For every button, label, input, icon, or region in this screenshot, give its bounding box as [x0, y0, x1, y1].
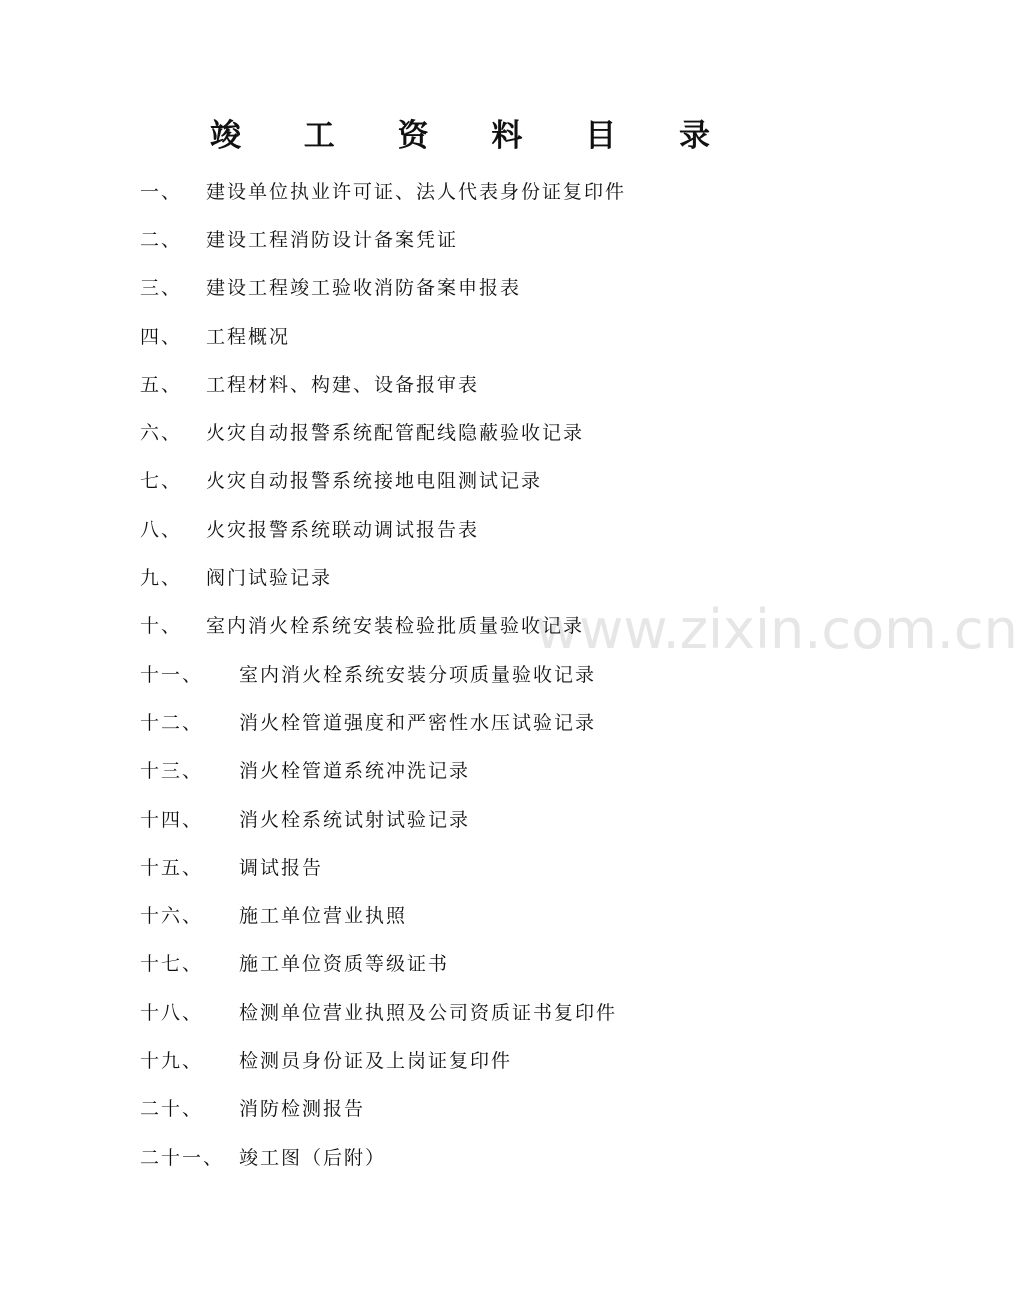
item-text: 建设工程竣工验收消防备案申报表: [206, 277, 522, 300]
item-number: 十七、: [140, 953, 204, 976]
item-text: 施工单位资质等级证书: [239, 953, 450, 976]
item-number: 十九、: [140, 1049, 204, 1072]
list-item: [140, 407, 780, 455]
item-text: 竣工图（后附）: [239, 1146, 387, 1169]
item-text: 室内消火栓系统安装检验批质量验收记录: [206, 615, 585, 638]
list-item: [140, 359, 780, 407]
item-text: 建设工程消防设计备案凭证: [206, 228, 459, 251]
table-of-contents: [140, 166, 780, 1180]
list-item: [140, 263, 780, 311]
list-item: [140, 746, 780, 794]
list-item: [140, 601, 780, 649]
list-item: [140, 649, 780, 697]
item-number: 五、: [140, 373, 183, 396]
item-text: 火灾自动报警系统配管配线隐蔽验收记录: [206, 422, 585, 445]
list-item: [140, 166, 780, 214]
item-number: 十六、: [140, 905, 204, 928]
item-text: 消防检测报告: [239, 1098, 366, 1121]
list-item: [140, 504, 780, 552]
item-text: 火灾自动报警系统接地电阻测试记录: [206, 470, 543, 493]
item-text: 调试报告: [239, 856, 324, 879]
item-number: 七、: [140, 470, 183, 493]
list-item: [140, 1132, 780, 1180]
item-number: 十四、: [140, 808, 204, 831]
list-item: [140, 311, 780, 359]
list-item: [140, 939, 780, 987]
list-item: [140, 456, 780, 504]
item-text: 施工单位营业执照: [239, 905, 408, 928]
item-text: 消火栓管道强度和严密性水压试验记录: [239, 711, 597, 734]
item-number: 九、: [140, 567, 183, 590]
item-text: 阀门试验记录: [206, 567, 333, 590]
item-number: 二十一、: [140, 1146, 225, 1169]
watermark: www.zixin.com.cn: [535, 598, 1018, 661]
item-text: 检测单位营业执照及公司资质证书复印件: [239, 1001, 618, 1024]
item-text: 工程概况: [206, 325, 291, 348]
item-number: 十三、: [140, 760, 204, 783]
item-number: 三、: [140, 277, 183, 300]
page-title: 竣 工 资 料 目 录: [210, 118, 736, 154]
item-number: 十、: [140, 615, 183, 638]
item-text: 工程材料、构建、设备报审表: [206, 373, 480, 396]
item-number: 四、: [140, 325, 183, 348]
item-number: 十一、: [140, 663, 204, 686]
list-item: [140, 552, 780, 600]
list-item: [140, 697, 780, 745]
list-item: [140, 1035, 780, 1083]
list-item: [140, 794, 780, 842]
item-number: 八、: [140, 518, 183, 541]
item-number: 十八、: [140, 1001, 204, 1024]
item-number: 六、: [140, 422, 183, 445]
item-text: 室内消火栓系统安装分项质量验收记录: [239, 663, 597, 686]
item-number: 一、: [140, 180, 183, 203]
item-number: 十二、: [140, 711, 204, 734]
item-number: 十五、: [140, 856, 204, 879]
item-text: 火灾报警系统联动调试报告表: [206, 518, 480, 541]
item-text: 消火栓管道系统冲洗记录: [239, 760, 471, 783]
list-item: [140, 987, 780, 1035]
list-item: [140, 214, 780, 262]
item-text: 建设单位执业许可证、法人代表身份证复印件: [206, 180, 627, 203]
list-item: [140, 842, 780, 890]
item-number: 二、: [140, 228, 183, 251]
list-item: [140, 1084, 780, 1132]
list-item: [140, 890, 780, 938]
item-text: 消火栓系统试射试验记录: [239, 808, 471, 831]
item-text: 检测员身份证及上岗证复印件: [239, 1049, 513, 1072]
item-number: 二十、: [140, 1098, 204, 1121]
